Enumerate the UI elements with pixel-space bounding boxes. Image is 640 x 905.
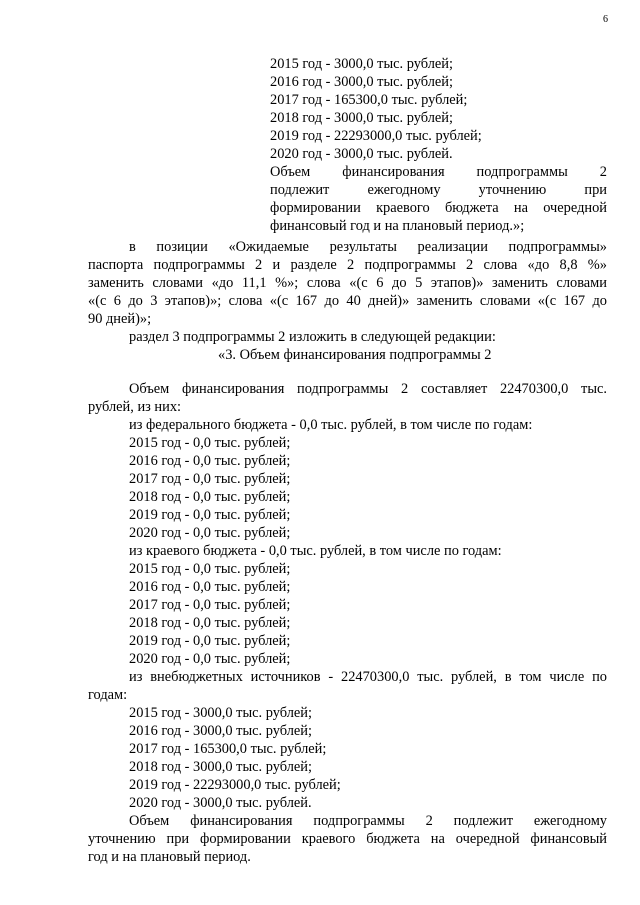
section-title: «3. Объем финансирования подпрограммы 2 [218, 347, 492, 363]
position-paragraph-line: заменить словами «до 11,1 %»; слова «(с 6 до 5 этапов)» заменить словами [88, 275, 607, 291]
top-year-line: 2020 год - 3000,0 тыс. рублей. [270, 146, 453, 162]
regional-year-line: 2019 год - 0,0 тыс. рублей; [129, 633, 291, 649]
position-paragraph-line: в позиции «Ожидаемые результаты реализации подпрограммы» [129, 239, 607, 255]
extrabudget-header-line: из внебюджетных источников - 22470300,0 тыс. рублей, в том числе по [129, 669, 607, 685]
top-year-line: 2017 год - 165300,0 тыс. рублей; [270, 92, 468, 108]
regional-year-line: 2016 год - 0,0 тыс. рублей; [129, 579, 291, 595]
funding-note-line: формировании краевого бюджета на очередной [270, 200, 607, 216]
section-intro: раздел 3 подпрограммы 2 изложить в следующей редакции: [129, 329, 496, 345]
funding-note-line: финансовый год и на плановый период.»; [270, 218, 525, 234]
regional-header: из краевого бюджета - 0,0 тыс. рублей, в том числе по годам: [129, 543, 502, 559]
regional-year-line: 2020 год - 0,0 тыс. рублей; [129, 651, 291, 667]
total-paragraph-line: Объем финансирования подпрограммы 2 составляет 22470300,0 тыс. [129, 381, 607, 397]
closing-paragraph-line: Объем финансирования подпрограммы 2 подлежит ежегодному [129, 813, 607, 829]
closing-paragraph-line: уточнению при формировании краевого бюджета на очередной финансовый [88, 831, 607, 847]
federal-year-line: 2015 год - 0,0 тыс. рублей; [129, 435, 291, 451]
federal-year-line: 2020 год - 0,0 тыс. рублей; [129, 525, 291, 541]
funding-note-line: подлежит ежегодному уточнению при [270, 182, 607, 198]
top-year-line: 2019 год - 22293000,0 тыс. рублей; [270, 128, 482, 144]
top-year-line: 2016 год - 3000,0 тыс. рублей; [270, 74, 453, 90]
extrabudget-year-line: 2019 год - 22293000,0 тыс. рублей; [129, 777, 341, 793]
regional-year-line: 2015 год - 0,0 тыс. рублей; [129, 561, 291, 577]
total-paragraph-line: рублей, из них: [88, 399, 182, 415]
extrabudget-year-line: 2020 год - 3000,0 тыс. рублей. [129, 795, 312, 811]
position-paragraph-line: паспорта подпрограммы 2 и разделе 2 подпрограммы 2 слова «до 8,8 %» [88, 257, 607, 273]
extrabudget-header-line: годам: [88, 687, 128, 703]
funding-note-line: Объем финансирования подпрограммы 2 [270, 164, 607, 180]
federal-year-line: 2017 год - 0,0 тыс. рублей; [129, 471, 291, 487]
regional-year-line: 2018 год - 0,0 тыс. рублей; [129, 615, 291, 631]
extrabudget-year-line: 2015 год - 3000,0 тыс. рублей; [129, 705, 312, 721]
top-year-line: 2018 год - 3000,0 тыс. рублей; [270, 110, 453, 126]
position-paragraph-line: 90 дней)»; [88, 311, 152, 327]
federal-year-line: 2018 год - 0,0 тыс. рублей; [129, 489, 291, 505]
federal-year-line: 2019 год - 0,0 тыс. рублей; [129, 507, 291, 523]
federal-year-line: 2016 год - 0,0 тыс. рублей; [129, 453, 291, 469]
federal-header: из федерального бюджета - 0,0 тыс. рублей, в том числе по годам: [129, 417, 533, 433]
extrabudget-year-line: 2016 год - 3000,0 тыс. рублей; [129, 723, 312, 739]
regional-year-line: 2017 год - 0,0 тыс. рублей; [129, 597, 291, 613]
closing-paragraph-line: год и на плановый период. [88, 849, 251, 865]
extrabudget-year-line: 2017 год - 165300,0 тыс. рублей; [129, 741, 327, 757]
page-number: 6 [603, 14, 608, 25]
extrabudget-year-line: 2018 год - 3000,0 тыс. рублей; [129, 759, 312, 775]
top-year-line: 2015 год - 3000,0 тыс. рублей; [270, 56, 453, 72]
position-paragraph-line: «(с 6 до 3 этапов)»; слова «(с 167 до 40 дней)» заменить словами «(с 167 до [88, 293, 607, 309]
